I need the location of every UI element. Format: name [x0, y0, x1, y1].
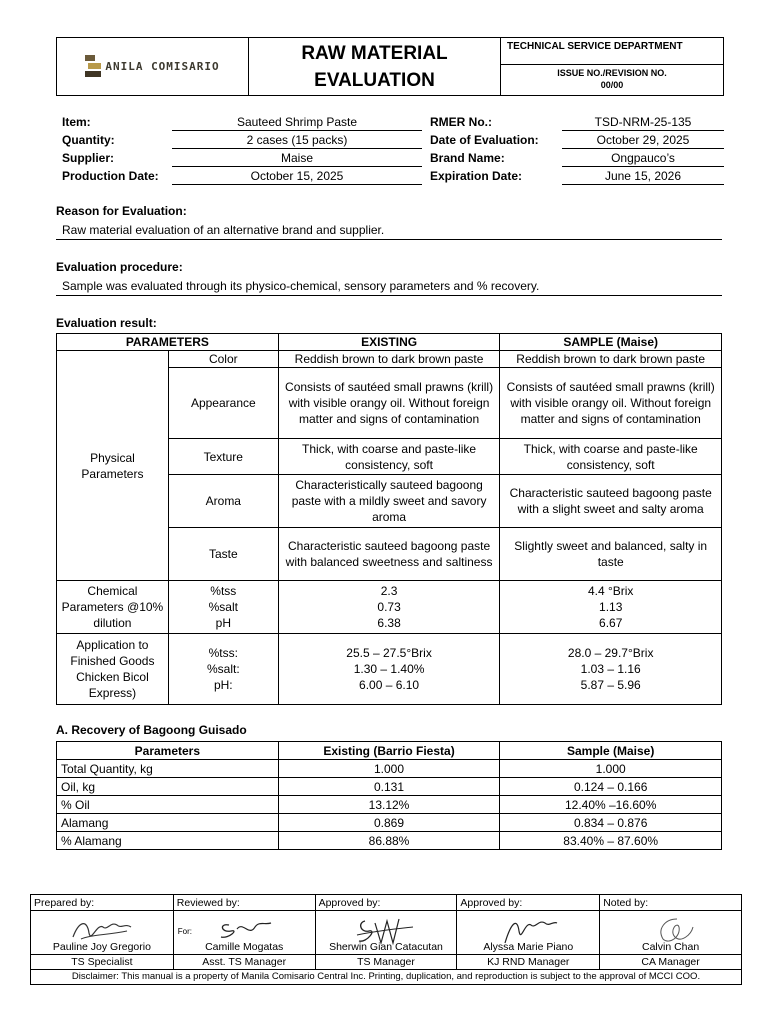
recovery-header-sample: Sample (Maise): [500, 742, 722, 760]
evaluation-table: [56, 333, 722, 705]
rmer-label: RMER No.:: [430, 115, 492, 129]
chemical-group-label: Chemical Parameters @10% dilution: [57, 581, 169, 634]
signature-icon: [641, 913, 701, 947]
issue-revision: [501, 65, 723, 95]
table-row: [57, 814, 722, 832]
recovery-param: % Oil: [57, 796, 279, 814]
recovery-table: [56, 741, 722, 850]
logo-text: ANILA COMISARIO: [105, 60, 220, 73]
reason-text: Raw material evaluation of an alternative brand and supplier.: [56, 221, 722, 240]
app-param-ph: pH:: [213, 678, 233, 692]
sample-color: Reddish brown to dark brown paste: [500, 351, 722, 368]
eval-date-label: Date of Evaluation:: [430, 133, 539, 147]
app-param-tss: %tss:: [208, 646, 238, 660]
application-sample: [500, 634, 722, 705]
header-parameters: PARAMETERS: [57, 334, 279, 351]
company-logo: [57, 38, 249, 95]
recovery-sample: 83.40% – 87.60%: [500, 832, 722, 850]
signer-title: KJ RND Manager: [457, 955, 600, 970]
application-existing: [278, 634, 500, 705]
chem-existing-tss: 2.3: [380, 584, 398, 598]
app-sample-ph: 5.87 – 5.96: [580, 678, 641, 692]
department-label: TECHNICAL SERVICE DEPARTMENT: [501, 38, 723, 65]
role-prepared: Prepared by:: [31, 895, 174, 911]
role-noted: Noted by:: [600, 895, 742, 911]
signer-reviewed: [173, 911, 315, 955]
expiration-date-label: Expiration Date:: [430, 169, 523, 183]
role-reviewed: Reviewed by:: [173, 895, 315, 911]
recovery-sample: 0.834 – 0.876: [500, 814, 722, 832]
role-approved-2: Approved by:: [457, 895, 600, 911]
rmer-value: TSD-NRM-25-135: [562, 114, 724, 131]
production-date-label: Production Date:: [62, 169, 159, 183]
app-existing-ph: 6.00 – 6.10: [359, 678, 420, 692]
chemical-existing: [278, 581, 500, 634]
param-taste: Taste: [168, 528, 278, 581]
procedure-text: Sample was evaluated through its physico-chemical, sensory parameters and % recovery.: [56, 277, 722, 296]
recovery-existing: 13.12%: [278, 796, 500, 814]
recovery-header-existing: Existing (Barrio Fiesta): [278, 742, 500, 760]
recovery-existing: 1.000: [278, 760, 500, 778]
physical-group-label: Physical Parameters: [57, 351, 169, 581]
app-param-salt: %salt:: [206, 662, 240, 676]
signer-prepared: [31, 911, 174, 955]
app-sample-tss: 28.0 – 29.7°Brix: [567, 646, 654, 660]
recovery-title: A. Recovery of Bagoong Guisado: [56, 723, 247, 737]
recovery-param: Alamang: [57, 814, 279, 832]
table-row: [57, 778, 722, 796]
chemical-params: [168, 581, 278, 634]
param-texture: Texture: [168, 439, 278, 475]
reason-label: Reason for Evaluation:: [56, 204, 187, 218]
existing-aroma: Characteristically sauteed bagoong paste with a mildly sweet and savory aroma: [278, 475, 500, 528]
signer-name: Alyssa Marie Piano: [483, 941, 574, 953]
chem-existing-salt: 0.73: [377, 600, 401, 614]
brand-label: Brand Name:: [430, 151, 505, 165]
app-existing-salt: 1.30 – 1.40%: [353, 662, 425, 676]
signer-name: Sherwin Gian Catacutan: [329, 941, 443, 953]
brand-value: Ongpauco’s: [562, 150, 724, 167]
item-value: Sauteed Shrimp Paste: [172, 114, 422, 131]
signature-icon: [493, 913, 563, 947]
logo-mark-icon: [85, 55, 101, 79]
role-approved-1: Approved by:: [315, 895, 457, 911]
signer-name: Pauline Joy Gregorio: [52, 941, 151, 953]
quantity-label: Quantity:: [62, 133, 115, 147]
signature-icon: [351, 913, 421, 947]
chem-param-ph: pH: [215, 616, 231, 630]
existing-taste: Characteristic sauteed bagoong paste with balanced sweetness and saltiness: [278, 528, 500, 581]
title-line-1: RAW MATERIAL: [301, 42, 448, 64]
signer-title: TS Specialist: [31, 955, 174, 970]
signer-title: TS Manager: [315, 955, 457, 970]
supplier-label: Supplier:: [62, 151, 115, 165]
issue-label: ISSUE NO./REVISION NO.: [557, 68, 667, 78]
signer-name: Camille Mogatas: [205, 941, 284, 953]
chem-existing-ph: 6.38: [377, 616, 401, 630]
table-row: [57, 760, 722, 778]
sample-appearance: Consists of sautéed small prawns (krill) with visible orangy oil. Without foreign matter and signs of contamination: [500, 368, 722, 439]
table-row: [57, 832, 722, 850]
item-label: Item:: [62, 115, 91, 129]
recovery-existing: 0.869: [278, 814, 500, 832]
recovery-sample: 0.124 – 0.166: [500, 778, 722, 796]
signature-table: [30, 894, 742, 985]
disclaimer: Disclaimer: This manual is a property of Manila Comisario Central Inc. Printing, duplication, and reproduction is subject to the approval of MCCI COO.: [31, 970, 742, 985]
signer-title: CA Manager: [600, 955, 742, 970]
recovery-param: Total Quantity, kg: [57, 760, 279, 778]
header-sample: SAMPLE (Maise): [500, 334, 722, 351]
table-row: [57, 351, 722, 368]
chem-sample-tss: 4.4 °Brix: [587, 584, 634, 598]
existing-appearance: Consists of sautéed small prawns (krill) with visible orangy oil. Without foreign matter and signs of contamination: [278, 368, 500, 439]
eval-date-value: October 29, 2025: [562, 132, 724, 149]
item-info: [62, 114, 724, 186]
document-title: [249, 38, 501, 95]
chemical-sample: [500, 581, 722, 634]
result-label: Evaluation result:: [56, 316, 157, 330]
chem-sample-ph: 6.67: [599, 616, 623, 630]
expiration-date-value: June 15, 2026: [562, 168, 724, 185]
param-appearance: Appearance: [168, 368, 278, 439]
application-params: [168, 634, 278, 705]
signer-approved-2: [457, 911, 600, 955]
recovery-existing: 86.88%: [278, 832, 500, 850]
signature-icon: [67, 913, 137, 945]
signature-icon: [209, 913, 279, 943]
param-aroma: Aroma: [168, 475, 278, 528]
signer-title: Asst. TS Manager: [173, 955, 315, 970]
recovery-sample: 1.000: [500, 760, 722, 778]
for-label: For:: [177, 927, 193, 936]
chem-param-salt: %salt: [208, 600, 238, 614]
recovery-param: Oil, kg: [57, 778, 279, 796]
supplier-value: Maise: [172, 150, 422, 167]
application-group-label: Application to Finished Goods Chicken Bicol Express): [57, 634, 169, 705]
table-row: [57, 634, 722, 705]
signer-noted: [600, 911, 742, 955]
title-line-2: EVALUATION: [314, 69, 435, 91]
document-header: [56, 37, 724, 96]
header-existing: EXISTING: [278, 334, 500, 351]
production-date-value: October 15, 2025: [172, 168, 422, 185]
chem-sample-salt: 1.13: [599, 600, 623, 614]
app-existing-tss: 25.5 – 27.5°Brix: [346, 646, 432, 660]
sample-taste: Slightly sweet and balanced, salty in taste: [500, 528, 722, 581]
recovery-param: % Alamang: [57, 832, 279, 850]
param-color: Color: [168, 351, 278, 368]
recovery-header-parameters: Parameters: [57, 742, 279, 760]
existing-texture: Thick, with coarse and paste-like consistency, soft: [278, 439, 500, 475]
chem-param-tss: %tss: [210, 584, 237, 598]
procedure-label: Evaluation procedure:: [56, 260, 183, 274]
table-row: [57, 796, 722, 814]
issue-value: 00/00: [600, 80, 624, 90]
app-sample-salt: 1.03 – 1.16: [580, 662, 641, 676]
signer-name: Calvin Chan: [641, 941, 700, 953]
recovery-existing: 0.131: [278, 778, 500, 796]
sample-texture: Thick, with coarse and paste-like consistency, soft: [500, 439, 722, 475]
signer-approved-1: [315, 911, 457, 955]
sample-aroma: Characteristic sauteed bagoong paste with a slight sweet and salty aroma: [500, 475, 722, 528]
quantity-value: 2 cases (15 packs): [172, 132, 422, 149]
recovery-sample: 12.40% –16.60%: [500, 796, 722, 814]
existing-color: Reddish brown to dark brown paste: [278, 351, 500, 368]
table-row: [57, 581, 722, 634]
